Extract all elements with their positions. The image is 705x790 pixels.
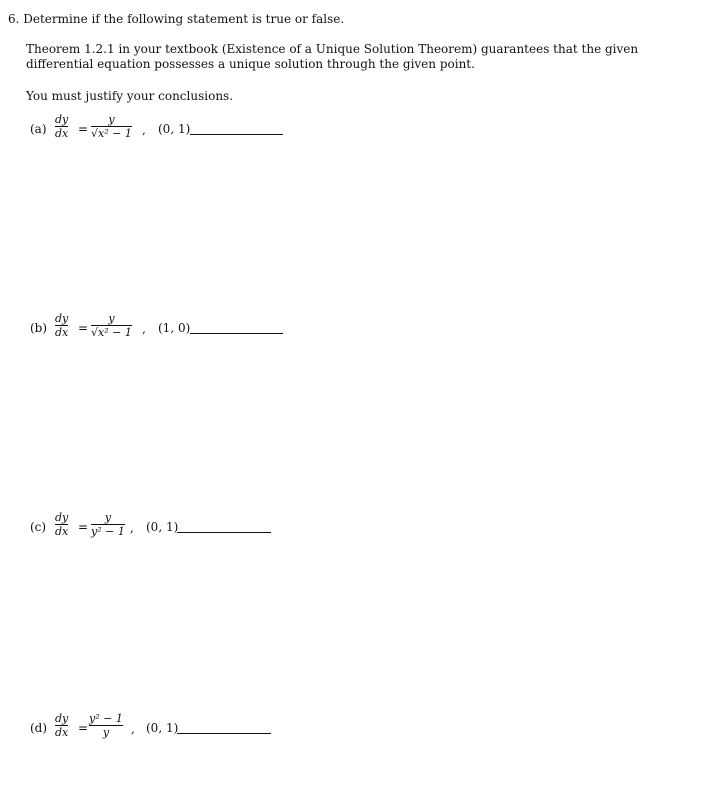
radicand: x² − 1 xyxy=(98,127,132,140)
comma: , xyxy=(142,322,146,336)
answer-line[interactable] xyxy=(177,733,271,734)
fraction-denominator: dx xyxy=(55,525,69,538)
given-point: (1, 0) xyxy=(158,321,191,335)
fraction-numerator: y xyxy=(108,312,115,325)
item-label: (a) xyxy=(30,122,47,136)
comma: , xyxy=(131,722,135,736)
equals-sign: = xyxy=(78,321,89,335)
derivative-fraction xyxy=(55,114,68,140)
fraction-numerator: dy xyxy=(55,113,69,126)
fraction-numerator: y xyxy=(108,113,115,126)
comma: , xyxy=(130,521,134,535)
fraction-denominator: y² − 1 xyxy=(91,525,125,538)
given-point: (0, 1) xyxy=(146,520,179,534)
item-d xyxy=(30,713,330,753)
rhs-fraction xyxy=(91,313,132,339)
given-point: (0, 1) xyxy=(146,721,179,735)
fraction-denominator: y xyxy=(89,725,123,739)
instruction-text: You must justify your conclusions. xyxy=(26,89,234,103)
fraction-denominator: dx xyxy=(55,726,69,739)
rhs-fraction xyxy=(89,713,123,739)
fraction-denominator: dx xyxy=(55,326,69,339)
equals-sign: = xyxy=(78,721,89,735)
fraction-denominator xyxy=(91,126,132,140)
radicand: x² − 1 xyxy=(98,326,132,339)
given-point: (0, 1) xyxy=(158,122,191,136)
fraction-denominator: dx xyxy=(55,127,69,140)
item-a xyxy=(30,114,330,154)
answer-line[interactable] xyxy=(177,532,271,533)
theorem-statement: Theorem 1.2.1 in your textbook (Existence of a Unique Solution Theorem) guarantees that the given differential equation possesses a unique solution through the given point. xyxy=(26,42,639,71)
question-heading: 6. Determine if the following statement is true or false. xyxy=(8,12,345,26)
comma: , xyxy=(142,123,146,137)
fraction-numerator: dy xyxy=(55,511,69,524)
rhs-fraction xyxy=(91,512,125,538)
answer-line[interactable] xyxy=(190,333,283,334)
equals-sign: = xyxy=(78,520,89,534)
fraction-denominator xyxy=(91,325,132,339)
sqrt-sign-icon: √ xyxy=(91,127,99,140)
answer-line[interactable] xyxy=(190,134,283,135)
derivative-fraction xyxy=(55,713,68,739)
item-label: (d) xyxy=(30,721,48,735)
item-b xyxy=(30,313,330,353)
sqrt-sign-icon: √ xyxy=(91,326,99,339)
equals-sign: = xyxy=(78,122,89,136)
fraction-numerator: y² − 1 xyxy=(89,712,123,725)
item-label: (c) xyxy=(30,520,47,534)
rhs-fraction xyxy=(91,114,132,140)
fraction-numerator: dy xyxy=(55,712,69,725)
fraction-numerator: y xyxy=(104,511,112,524)
fraction-numerator: dy xyxy=(55,312,69,325)
derivative-fraction xyxy=(55,313,68,339)
item-label: (b) xyxy=(30,321,48,335)
derivative-fraction xyxy=(55,512,68,538)
item-c xyxy=(30,512,330,552)
